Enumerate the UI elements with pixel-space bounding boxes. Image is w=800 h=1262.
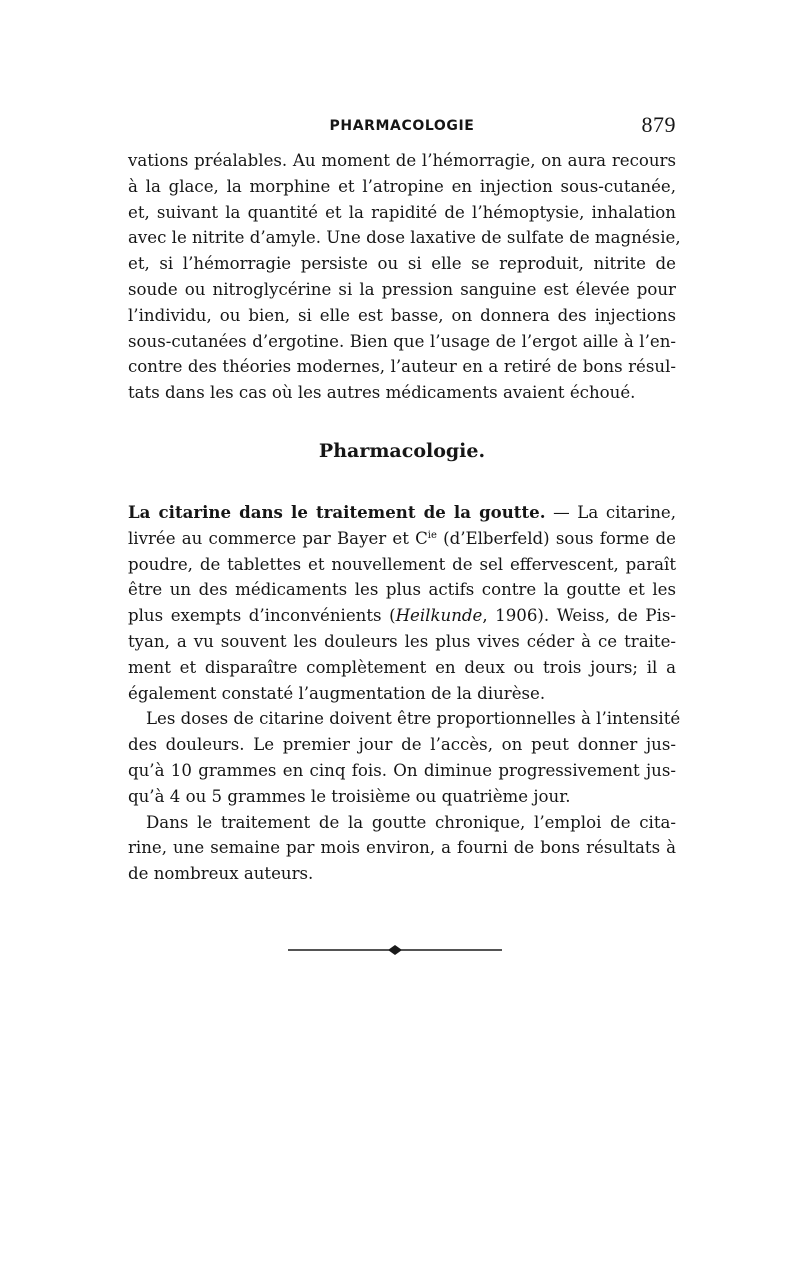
text-line: et, suivant la quantité et la rapidité de l’hémoptysie, inhalation: [128, 202, 676, 222]
text-line: poudre, de tablettes et nouvellement de sel effervescent, paraît: [128, 554, 676, 574]
citarine-article: [128, 500, 681, 887]
text-line: qu’à 4 ou 5 grammes le troisième ou quatrième jour.: [128, 786, 571, 806]
text-line: Dans le traitement de la goutte chronique, l’emploi de cita-: [146, 812, 676, 832]
text-line: à la glace, la morphine et l’atropine en injection sous-cutanée,: [128, 176, 676, 196]
article-title-line: [128, 500, 676, 526]
text-line: vations préalables. Au moment de l’hémorragie, on aura recours: [128, 151, 676, 170]
text-line: tats dans les cas où les autres médicaments avaient échoué.: [128, 383, 636, 403]
text-fragment: livrée au commerce par Bayer et C: [128, 528, 428, 548]
text-line: contre des théories modernes, l’auteur en a retiré de bons résul-: [128, 357, 676, 377]
text-line: Les doses de citarine doivent être proportionnelles à l’intensité: [146, 709, 681, 729]
text-line: et, si l’hémorragie persiste ou si elle se reproduit, nitrite de: [128, 254, 676, 274]
text-line: tyan, a vu souvent les douleurs les plus vives céder à ce traite-: [128, 631, 676, 651]
article-title-dash: — La citarine,: [545, 503, 677, 522]
text-line: ment et disparaître complètement en deux ou trois jours; il a: [128, 657, 676, 677]
running-title: PHARMACOLOGIE: [329, 118, 475, 134]
page-number: 879: [641, 112, 676, 137]
text-fragment: plus exempts d’inconvénients (: [128, 606, 396, 626]
superscript: ie: [427, 529, 437, 541]
text-line: qu’à 10 grammes en cinq fois. On diminue progressivement jus-: [128, 760, 676, 780]
citation-journal: Heilkunde: [395, 606, 483, 626]
text-line: l’individu, ou bien, si elle est basse, on donnera des injections: [128, 305, 676, 325]
article-title: La citarine dans le traitement de la goutte.: [128, 502, 546, 522]
text-line: de nombreux auteurs.: [128, 864, 314, 884]
intro-paragraph: [128, 148, 681, 406]
text-line: rine, une semaine par mois environ, a fourni de bons résultats à: [128, 838, 676, 858]
end-ornament: [270, 930, 520, 970]
text-fragment: (d’Elberfeld) sous forme de: [436, 528, 676, 548]
text-line: des douleurs. Le premier jour de l’accès, on peut donner jus-: [128, 735, 676, 755]
text-line: avec le nitrite d’amyle. Une dose laxative de sulfate de magnésie,: [128, 228, 681, 248]
text-line: [128, 526, 676, 552]
running-head: [128, 112, 676, 142]
text-line: être un des médicaments les plus actifs contre la goutte et les: [128, 580, 676, 600]
section-heading: Pharmacologie.: [318, 440, 486, 462]
text-line: [128, 603, 676, 629]
text-line: sous-cutanées d’ergotine. Bien que l’usage de l’ergot aille à l’en-: [128, 331, 676, 351]
text-fragment: , 1906). Weiss, de Pis-: [482, 606, 676, 626]
text-line: également constaté l’augmentation de la diurèse.: [128, 683, 546, 703]
text-line: soude ou nitroglycérine si la pression sanguine est élevée pour: [128, 279, 676, 299]
ornament-diamond: [388, 945, 402, 955]
